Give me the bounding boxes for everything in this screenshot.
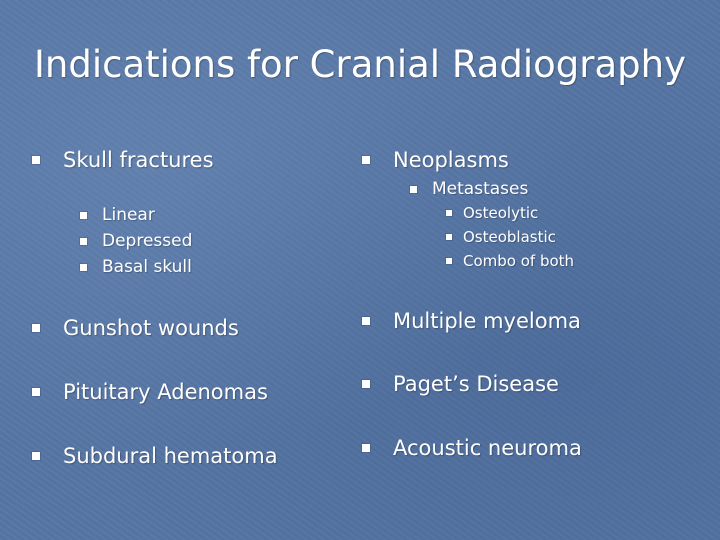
slide-title: Indications for Cranial Radiography <box>33 43 687 86</box>
bullet-text: Acoustic neuroma <box>393 436 582 460</box>
sub-sub-bullet-text: Osteolytic <box>463 204 539 222</box>
bullet-text: Paget’s Disease <box>393 372 559 396</box>
bullet-item-neoplasms <box>362 148 509 172</box>
sub-bullet-item-depressed <box>80 231 192 251</box>
square-bullet-icon <box>80 238 87 245</box>
bullet-item-gunshot-wounds <box>32 316 239 340</box>
sub-bullet-item-linear <box>80 205 155 225</box>
sub-sub-bullet-item-osteolytic <box>446 204 538 222</box>
square-bullet-icon <box>446 258 452 264</box>
bullet-item-acoustic-neuroma <box>362 436 582 460</box>
sub-bullet-text: Basal skull <box>102 257 192 277</box>
sub-sub-bullet-text: Osteoblastic <box>463 228 556 246</box>
bullet-text: Multiple myeloma <box>393 309 581 333</box>
sub-bullet-item-basal-skull <box>80 257 192 277</box>
bullet-item-pituitary-adenomas <box>32 380 268 404</box>
square-bullet-icon <box>410 186 417 193</box>
bullet-item-multiple-myeloma <box>362 309 581 333</box>
square-bullet-icon <box>32 324 40 332</box>
square-bullet-icon <box>80 264 87 271</box>
square-bullet-icon <box>32 452 40 460</box>
bullet-text: Skull fractures <box>63 148 214 172</box>
sub-sub-bullet-text: Combo of both <box>463 252 575 270</box>
square-bullet-icon <box>362 156 370 164</box>
bullet-text: Pituitary Adenomas <box>63 380 268 404</box>
square-bullet-icon <box>446 234 452 240</box>
square-bullet-icon <box>32 388 40 396</box>
square-bullet-icon <box>362 380 370 388</box>
sub-bullet-item-metastases <box>410 179 528 199</box>
bullet-item-pagets-disease <box>362 372 559 396</box>
bullet-item-skull-fractures <box>32 148 214 172</box>
square-bullet-icon <box>446 210 452 216</box>
sub-bullet-text: Linear <box>102 205 155 225</box>
sub-bullet-text: Metastases <box>432 179 529 199</box>
square-bullet-icon <box>32 156 40 164</box>
sub-sub-bullet-item-combo-of-both <box>446 252 574 270</box>
square-bullet-icon <box>80 212 87 219</box>
bullet-text: Subdural hematoma <box>63 444 278 468</box>
sub-sub-bullet-item-osteoblastic <box>446 228 556 246</box>
bullet-text: Neoplasms <box>393 148 509 172</box>
square-bullet-icon <box>362 444 370 452</box>
bullet-item-subdural-hematoma <box>32 444 278 468</box>
bullet-text: Gunshot wounds <box>63 316 239 340</box>
sub-bullet-text: Depressed <box>102 231 193 251</box>
square-bullet-icon <box>362 317 370 325</box>
